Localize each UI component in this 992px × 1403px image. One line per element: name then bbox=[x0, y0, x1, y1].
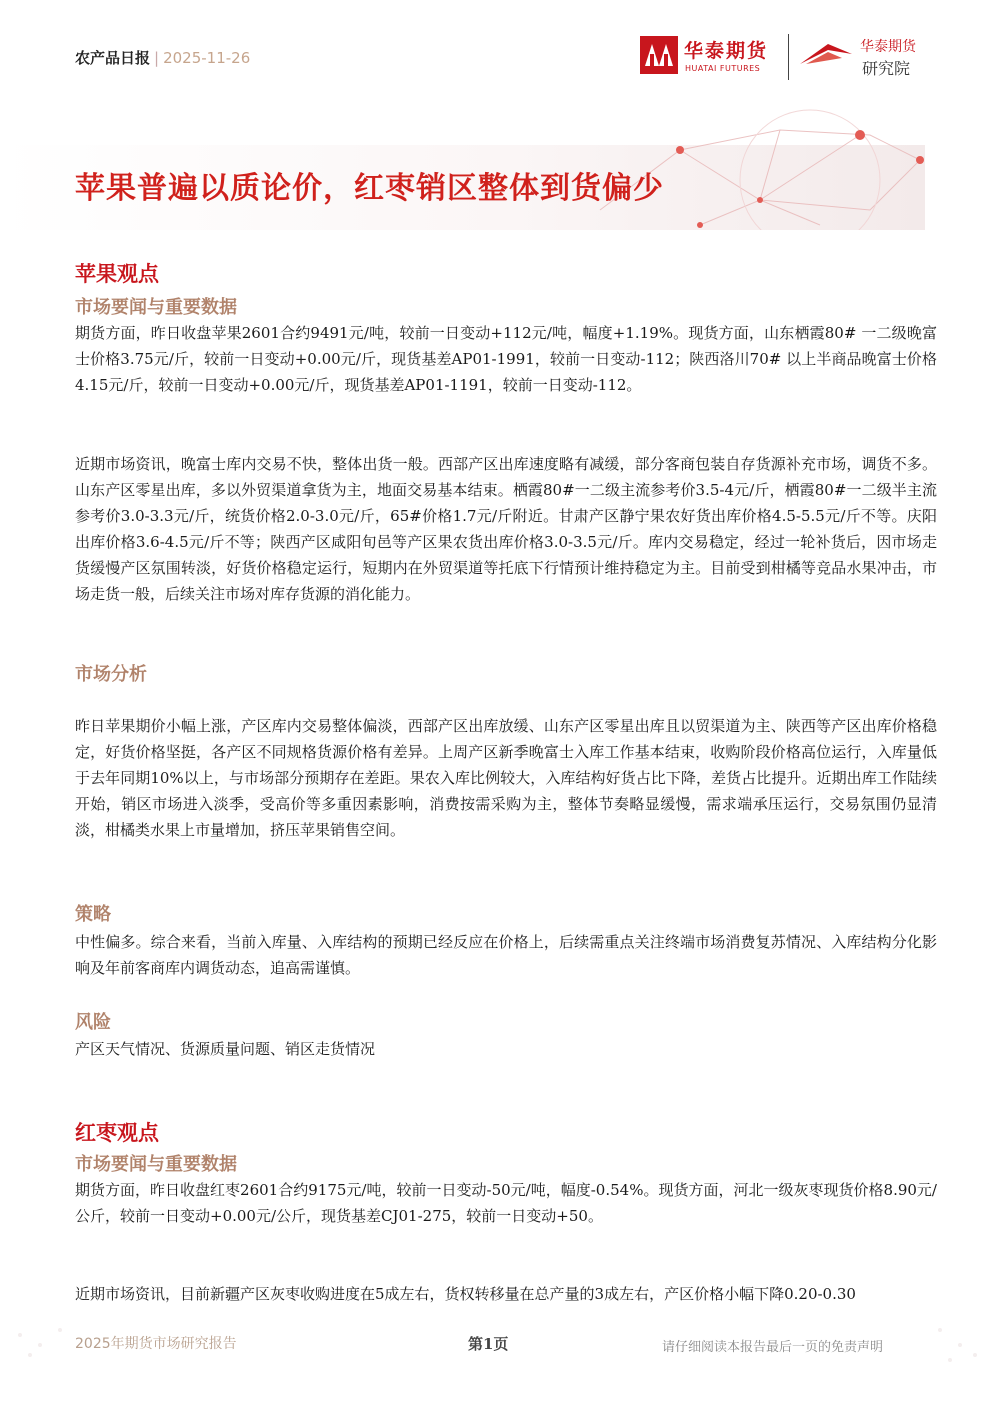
footer-page-number: 第1页 bbox=[468, 1335, 509, 1353]
apple-risk-paragraph: 产区天气情况、货源质量问题、销区走货情况 bbox=[75, 1040, 376, 1058]
logo-divider bbox=[788, 34, 789, 80]
apple-section-heading: 苹果观点 bbox=[75, 262, 159, 286]
apple-market-news-heading: 市场要闻与重要数据 bbox=[75, 297, 237, 318]
apple-risk-heading: 风险 bbox=[75, 1012, 111, 1033]
institute-name-line2: 研究院 bbox=[862, 59, 911, 78]
institute-name-line1: 华泰期货 bbox=[860, 39, 916, 55]
apple-analysis-heading: 市场分析 bbox=[75, 664, 147, 685]
report-header-label bbox=[75, 47, 250, 68]
jujube-section-heading: 红枣观点 bbox=[75, 1121, 159, 1145]
institute-logo-icon bbox=[798, 40, 854, 68]
brand-name-en: HUATAI FUTURES bbox=[685, 64, 761, 73]
apple-news-paragraph: 近期市场资讯，晚富士库内交易不快，整体出货一般。西部产区出库速度略有减缓，部分客商包装自存货源补充市场，调货不多。山东产区零星出库，多以外贸渠道拿货为主，地面交易基本结束。栖霞80#一二级主流参考价3.5-4元/斤，栖霞80#一二级半主流参考价3.0-3.3元/斤，统货价格2.0-3.0元/斤，65#价格1.7元/斤附近。甘肃产区静宁果农好货出库价格4.5-5.5元/斤不等。庆阳出库价格3.6-4.5元/斤不等；陕西产区咸阳旬邑等产区果农货出库价格3.0-3.5元/斤。库内交易稳定，经过一轮补货后，因市场走货缓慢产区氛围转淡，好货价格稳定运行，短期内在外贸渠道等托底下行情预计维持稳定为主。目前受到柑橘等竞品水果冲击，市场走货一般，后续关注市场对库存货源的消化能力。 bbox=[75, 455, 937, 603]
jujube-market-news-heading: 市场要闻与重要数据 bbox=[75, 1154, 237, 1175]
apple-strategy-heading: 策略 bbox=[75, 904, 111, 925]
apple-strategy-paragraph: 中性偏多。综合来看，当前入库量、入库结构的预期已经反应在价格上，后续需重点关注终端市场消费复苏情况、入库结构分化影响及年前客商库内调货动态，追高需谨慎。 bbox=[75, 933, 937, 977]
footer-report-name: 2025年期货市场研究报告 bbox=[75, 1336, 237, 1352]
title-banner-graphic bbox=[0, 90, 992, 230]
apple-futures-paragraph: 期货方面，昨日收盘苹果2601合约9491元/吨，较前一日变动+112元/吨，幅度+1.19%。现货方面，山东栖霞80# 一二级晚富士价格3.75元/斤，较前一日变动+0.00元/斤，现货基差AP01-1991，较前一日变动-112；陕西洛川70# 以上半商品晚富士价格4.15元/斤，较前一日变动+0.00元/斤，现货基差AP01-1191，较前一日变动-112。 bbox=[75, 324, 937, 394]
footer-disclaimer-note: 请仔细阅读本报告最后一页的免责声明 bbox=[662, 1340, 884, 1355]
jujube-futures-paragraph: 期货方面，昨日收盘红枣2601合约9175元/吨，较前一日变动-50元/吨，幅度-0.54%。现货方面，河北一级灰枣现货价格8.90元/公斤，较前一日变动+0.00元/公斤，现货基差CJ01-275，较前一日变动+50。 bbox=[75, 1181, 937, 1225]
brand-name-cn: 华泰期货 bbox=[684, 40, 769, 62]
brand-logo-area bbox=[640, 34, 930, 82]
page-title: 苹果普遍以质论价，红枣销区整体到货偏少 bbox=[75, 171, 664, 206]
jujube-news-paragraph: 近期市场资讯，目前新疆产区灰枣收购进度在5成左右，货权转移量在总产量的3成左右，产区价格小幅下降0.20-0.30 bbox=[75, 1285, 856, 1303]
apple-analysis-paragraph: 昨日苹果期价小幅上涨，产区库内交易整体偏淡，西部产区出库放缓、山东产区零星出库且以贸渠道为主、陕西等产区出库价格稳定，好货价格坚挺，各产区不同规格货源价格有差异。上周产区新季晚富士入库工作基本结束，收购阶段价格高位运行，入库量低于去年同期10%以上，与市场部分预期存在差距。果农入库比例较大，入库结构好货占比下降，差货占比提升。近期出库工作陆续开始，销区市场进入淡季，受高价等多重因素影响，消费按需采购为主，整体节奏略显缓慢，需求端承压运行，交易氛围仍显清淡，柑橘类水果上市量增加，挤压苹果销售空间。 bbox=[75, 717, 937, 839]
header-separator: | bbox=[154, 49, 160, 67]
report-date: 2025-11-26 bbox=[163, 49, 251, 67]
report-type: 农产品日报 bbox=[75, 49, 151, 67]
huatai-logo-icon bbox=[640, 36, 678, 74]
